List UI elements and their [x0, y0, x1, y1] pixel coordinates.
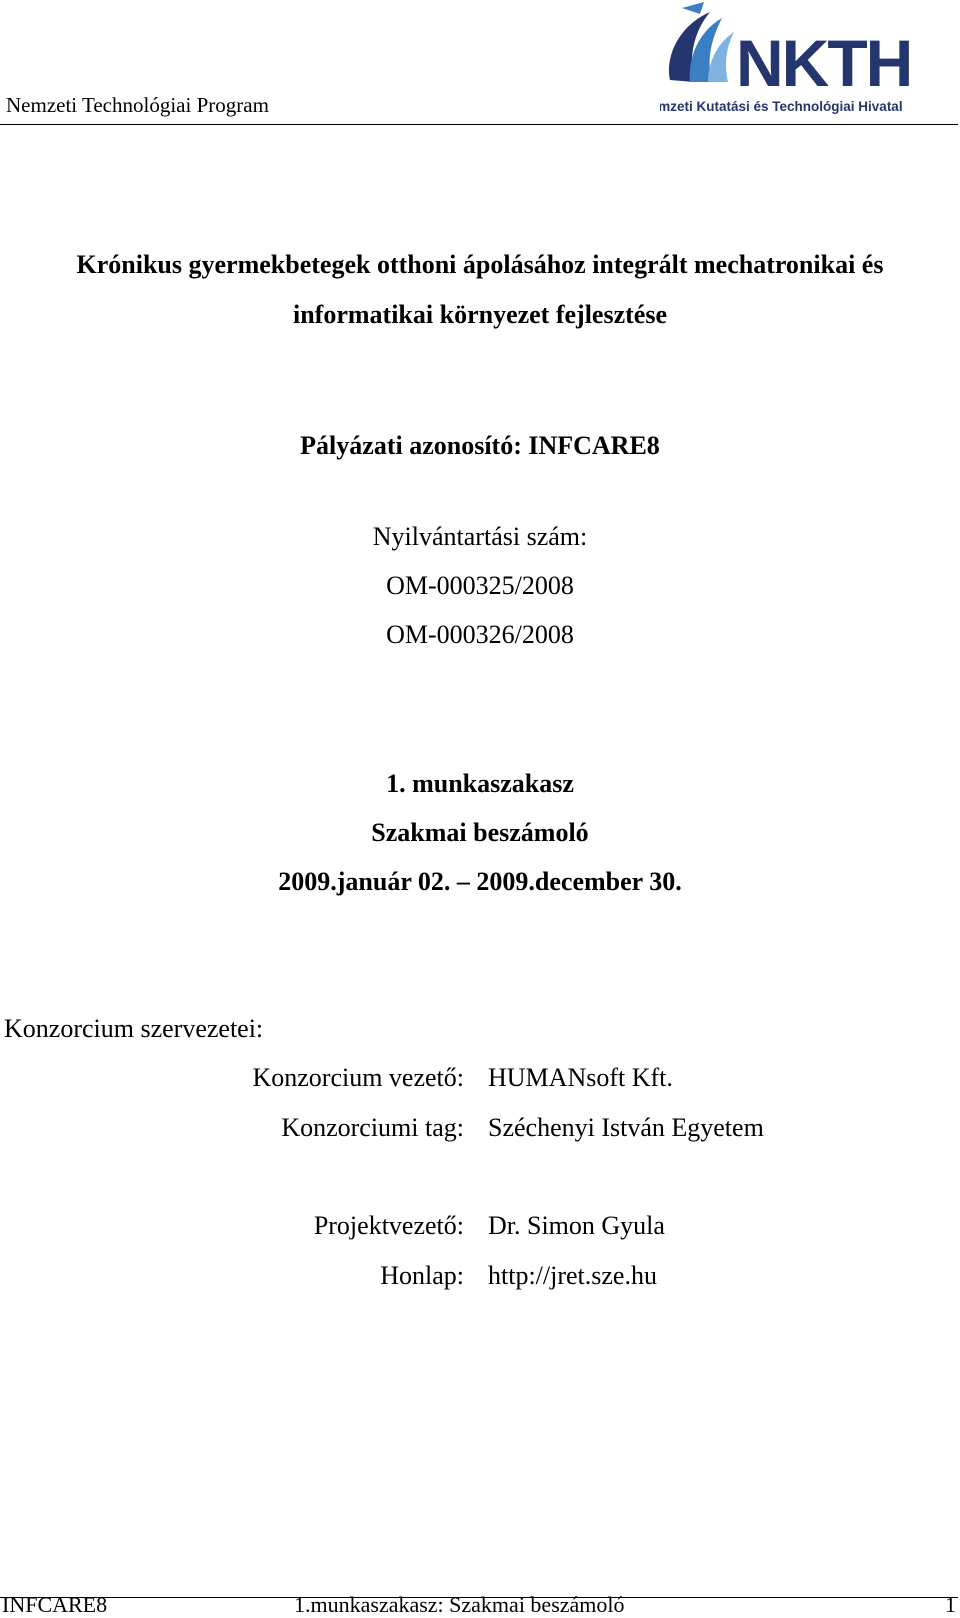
homepage-label: Honlap: [380, 1261, 464, 1290]
footer-section-title: 1.munkaszakasz: Szakmai beszámoló [294, 1592, 625, 1617]
registration-number-2: OM-000326/2008 [386, 620, 574, 649]
footer-project-code: INFCARE8 [2, 1592, 108, 1617]
project-leader-label: Projektvezető: [313, 1211, 464, 1240]
consortium-member-value: Széchenyi István Egyetem [488, 1113, 764, 1142]
consortium-leader-value: HUMANsoft Kft. [488, 1063, 673, 1092]
svg-text:Nemzeti Kutatási és Technológi: Nemzeti Kutatási és Technológiai Hivatal [660, 99, 903, 114]
header-rule [0, 124, 958, 125]
homepage-link[interactable]: http://jret.sze.hu [488, 1261, 657, 1290]
consortium-leader-label: Konzorcium vezető: [252, 1063, 464, 1092]
svg-text:NKTH: NKTH [736, 26, 912, 100]
registration-label: Nyilvántartási szám: [372, 522, 588, 551]
report-period: 2009.január 02. – 2009.december 30. [278, 867, 682, 896]
consortium-heading: Konzorcium szervezetei: [4, 1014, 264, 1043]
registration-number-1: OM-000325/2008 [386, 571, 574, 600]
application-id: Pályázati azonosító: INFCARE8 [300, 431, 660, 460]
program-name: Nemzeti Technológiai Program [6, 93, 269, 117]
report-type: Szakmai beszámoló [371, 818, 589, 847]
project-leader-value: Dr. Simon Gyula [488, 1211, 665, 1240]
nkth-logo [660, 0, 960, 118]
consortium-member-label: Konzorciumi tag: [281, 1113, 464, 1142]
phase-name: 1. munkaszakasz [386, 769, 574, 798]
page-number: 1 [945, 1592, 956, 1617]
nkth-logo-graphic [660, 0, 960, 118]
title-line-2: informatikai környezet fejlesztése [293, 300, 667, 329]
title-line-1: Krónikus gyermekbetegek otthoni ápolásához integrált mechatronikai és [76, 250, 884, 279]
